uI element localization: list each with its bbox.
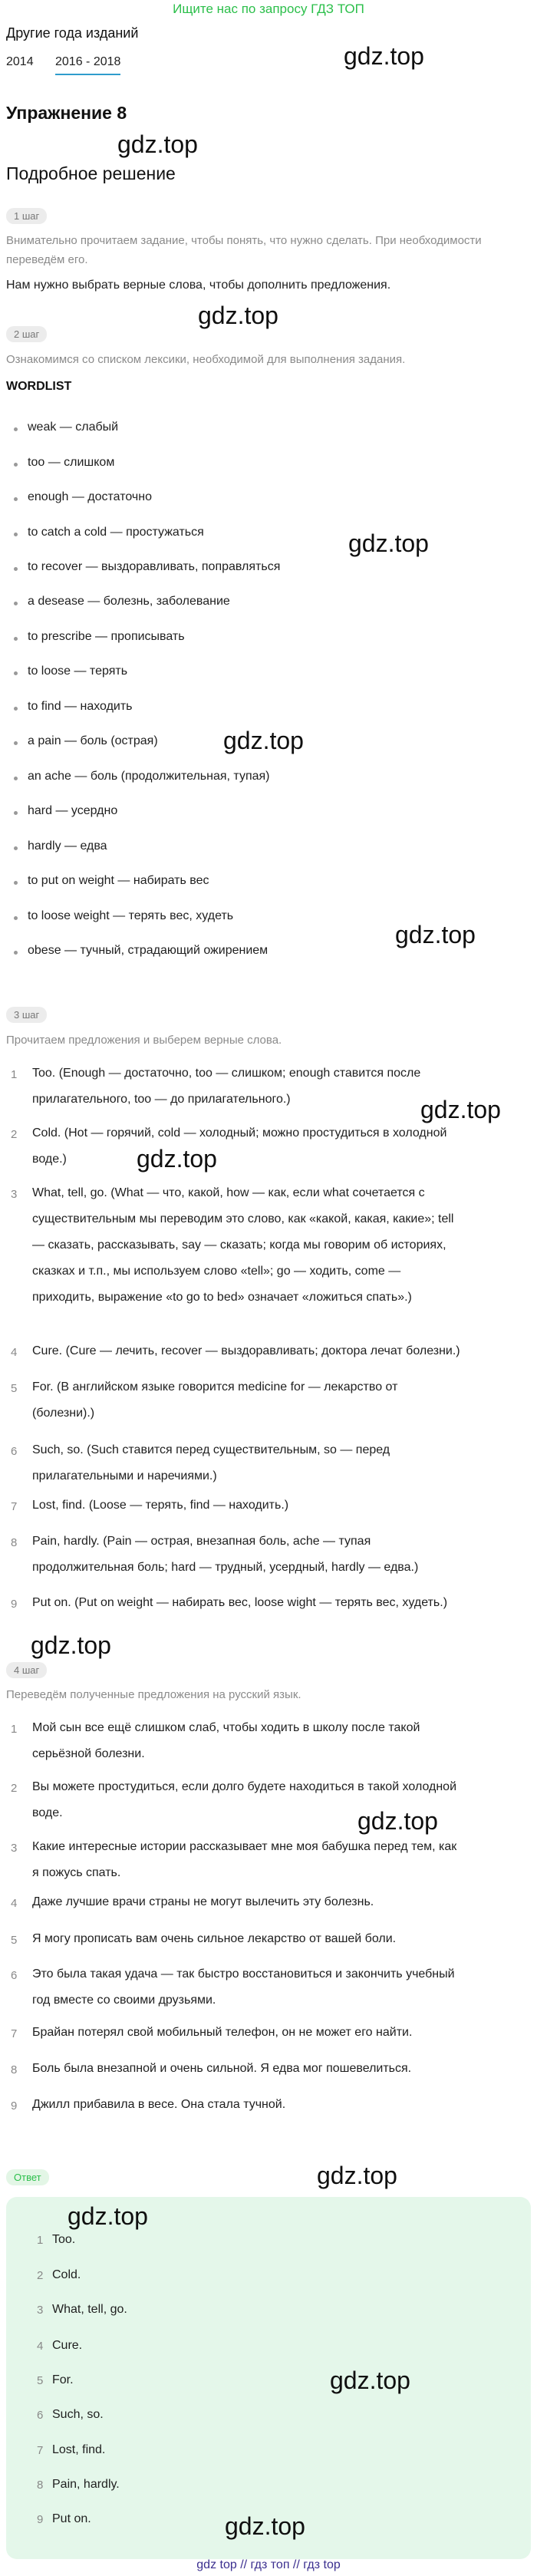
- list-bullet: [14, 777, 18, 780]
- tab-year-2014[interactable]: 2014: [6, 55, 34, 68]
- list-number: 4: [11, 1346, 18, 1359]
- answer-item: For.: [52, 2373, 74, 2386]
- watermark: gdz.top: [117, 130, 198, 158]
- answer-item: Lost, find.: [52, 2443, 106, 2456]
- list-item: Мой сын все ещё слишком слаб, чтобы ходить в школу после такой серьёзной болезни.: [32, 1721, 420, 1760]
- wordlist-item: to recover — выздоравливать, поправляться: [28, 560, 281, 573]
- wordlist-item: to loose weight — терять вес, худеть: [28, 909, 234, 922]
- list-item: Джилл прибавила в весе. Она стала тучной.: [32, 2098, 286, 2111]
- list-item: Cold. (Hot — горячий, cold — холодный; можно простудиться в холодной воде.): [32, 1126, 447, 1166]
- list-bullet: [14, 707, 18, 711]
- answer-badge: Ответ: [6, 2169, 49, 2185]
- list-item: Брайан потерял свой мобильный телефон, он не может его найти.: [32, 2026, 413, 2039]
- list-number: 5: [11, 1382, 18, 1395]
- answer-number: 9: [37, 2513, 44, 2526]
- list-item: Too. (Enough — достаточно, too — слишком; enough ставится после прилагательного, too — до прилагательного.): [32, 1067, 421, 1106]
- watermark: gdz.top: [198, 302, 278, 329]
- step-3-badge: 3 шаг: [6, 1007, 47, 1023]
- answer-number: 5: [37, 2374, 44, 2387]
- watermark: gdz.top: [348, 529, 429, 557]
- watermark: gdz.top: [317, 2162, 397, 2189]
- list-item: Боль была внезапной и очень сильной. Я едва мог пошевелиться.: [32, 2062, 412, 2075]
- watermark: gdz.top: [137, 1145, 217, 1173]
- watermark: gdz.top: [344, 42, 424, 70]
- answer-number: 4: [37, 2340, 44, 2353]
- list-item: Cure. (Cure — лечить, recover — выздоравливать; доктора лечат болезни.): [32, 1344, 460, 1357]
- list-bullet: [14, 846, 18, 850]
- wordlist-item: too — слишком: [28, 456, 115, 469]
- list-number: 9: [11, 2099, 18, 2113]
- wordlist-item: weak — слабый: [28, 421, 119, 434]
- list-item: What, tell, go. (What — что, какой, how — как, если what сочетается с существительным мы переводим это слово, как «какой, какая, какие»; tell — сказать, рассказывать, say — сказать; когда мы говорим об историях, сказках и т.п., мы используем слово «tell»; go — ходить, come — приходить, выражение «to go to bed» означает «ложиться спать».): [32, 1186, 454, 1304]
- list-item: For. (В английском языке говорится medicine for — лекарство от (болезни).): [32, 1380, 398, 1420]
- watermark: gdz.top: [420, 1096, 501, 1123]
- other-years-title: Другие года изданий: [6, 25, 139, 41]
- list-bullet: [14, 567, 18, 571]
- list-number: 3: [11, 1842, 18, 1855]
- wordlist-item: enough — достаточно: [28, 490, 152, 503]
- footer-links[interactable]: gdz top // гдз топ // гдз top: [196, 2558, 341, 2571]
- list-bullet: [14, 951, 18, 955]
- list-number: 8: [11, 2063, 18, 2076]
- answer-item: Put on.: [52, 2512, 91, 2525]
- list-bullet: [14, 463, 18, 467]
- list-item: Даже лучшие врачи страны не могут вылечить эту болезнь.: [32, 1895, 374, 1908]
- answer-item: Too.: [52, 2233, 76, 2246]
- list-bullet: [14, 533, 18, 536]
- wordlist-item: to catch a cold — простужаться: [28, 526, 204, 539]
- list-number: 2: [11, 1782, 18, 1795]
- wordlist-item: obese — тучный, страдающий ожирением: [28, 944, 268, 957]
- list-number: 6: [11, 1445, 18, 1458]
- answer-number: 8: [37, 2479, 44, 2492]
- list-number: 1: [11, 1723, 18, 1736]
- answer-number: 1: [37, 2234, 44, 2247]
- wordlist-title: WORDLIST: [6, 380, 72, 393]
- list-bullet: [14, 602, 18, 605]
- watermark: gdz.top: [223, 727, 304, 754]
- answer-number: 6: [37, 2409, 44, 2422]
- list-number: 4: [11, 1897, 18, 1910]
- list-number: 2: [11, 1128, 18, 1141]
- step-1-badge: 1 шаг: [6, 208, 47, 224]
- step-2-badge: 2 шаг: [6, 326, 47, 342]
- list-bullet: [14, 497, 18, 501]
- solution-title: Подробное решение: [6, 163, 176, 183]
- list-item: Such, so. (Such ставится перед существительным, so — перед прилагательными и наречиями.): [32, 1443, 390, 1483]
- search-hint-link[interactable]: Ищите нас по запросу ГДЗ ТОП: [173, 2, 364, 16]
- list-bullet: [14, 637, 18, 641]
- wordlist-item: a pain — боль (острая): [28, 734, 158, 747]
- answer-number: 2: [37, 2269, 44, 2282]
- list-bullet: [14, 671, 18, 675]
- list-number: 8: [11, 1536, 18, 1549]
- answer-item: Such, so.: [52, 2408, 104, 2421]
- list-number: 3: [11, 1188, 18, 1201]
- wordlist-item: hard — усердно: [28, 804, 118, 817]
- answer-number: 7: [37, 2444, 44, 2457]
- answer-box: [6, 2197, 531, 2559]
- list-number: 7: [11, 1500, 18, 1513]
- list-number: 9: [11, 1598, 18, 1611]
- step-1-text: Нам нужно выбрать верные слова, чтобы дополнить предложения.: [6, 279, 391, 292]
- list-item: Put on. (Put on weight — набирать вес, loose wight — терять вес, худеть.): [32, 1596, 448, 1609]
- list-bullet: [14, 881, 18, 885]
- wordlist-item: a desease — болезнь, заболевание: [28, 595, 230, 608]
- list-number: 1: [11, 1068, 18, 1081]
- step-1-hint: Внимательно прочитаем задание, чтобы понять, что нужно сделать. При необходимости переведём его.: [6, 234, 482, 266]
- list-item: Это была такая удача — так быстро восстановиться и закончить учебный год вместе со своими друзьями.: [32, 1967, 455, 2007]
- watermark: gdz.top: [395, 921, 476, 948]
- list-item: Какие интересные истории рассказывает мне моя бабушка перед тем, как я пожусь спать.: [32, 1840, 457, 1879]
- answer-item: What, tell, go.: [52, 2303, 127, 2316]
- wordlist-item: hardly — едва: [28, 839, 107, 853]
- list-bullet: [14, 811, 18, 815]
- answer-item: Cure.: [52, 2339, 83, 2352]
- list-bullet: [14, 427, 18, 431]
- answer-item: Pain, hardly.: [52, 2478, 120, 2491]
- tab-year-2016-2018[interactable]: 2016 - 2018: [55, 55, 120, 75]
- list-bullet: [14, 741, 18, 745]
- watermark: gdz.top: [68, 2202, 148, 2230]
- list-item: Вы можете простудиться, если долго будете находиться в такой холодной воде.: [32, 1780, 457, 1819]
- wordlist-item: to put on weight — набирать вес: [28, 874, 209, 887]
- wordlist-item: to find — находить: [28, 700, 133, 713]
- list-number: 5: [11, 1934, 18, 1947]
- watermark: gdz.top: [31, 1631, 111, 1659]
- step-4-badge: 4 шаг: [6, 1662, 47, 1678]
- watermark: gdz.top: [357, 1807, 438, 1835]
- wordlist-item: to loose — терять: [28, 665, 128, 678]
- step-3-hint: Прочитаем предложения и выберем верные слова.: [6, 1034, 282, 1047]
- list-item: Я могу прописать вам очень сильное лекарство от вашей боли.: [32, 1932, 397, 1945]
- watermark: gdz.top: [225, 2512, 305, 2540]
- list-item: Pain, hardly. (Pain — острая, внезапная боль, ache — тупая продолжительная боль; hard — трудный, усердный, hardly — едва.): [32, 1535, 419, 1574]
- step-2-hint: Ознакомимся со списком лексики, необходимой для выполнения задания.: [6, 353, 406, 366]
- step-4-hint: Переведём полученные предложения на русский язык.: [6, 1688, 301, 1701]
- list-number: 6: [11, 1969, 18, 1982]
- wordlist-item: an ache — боль (продолжительная, тупая): [28, 770, 270, 783]
- exercise-title: Упражнение 8: [6, 103, 127, 123]
- answer-number: 3: [37, 2304, 44, 2317]
- wordlist-item: to prescribe — прописывать: [28, 630, 185, 643]
- list-bullet: [14, 916, 18, 920]
- watermark: gdz.top: [330, 2367, 410, 2394]
- answer-item: Cold.: [52, 2268, 81, 2281]
- list-item: Lost, find. (Loose — терять, find — находить.): [32, 1499, 289, 1512]
- list-number: 7: [11, 2027, 18, 2040]
